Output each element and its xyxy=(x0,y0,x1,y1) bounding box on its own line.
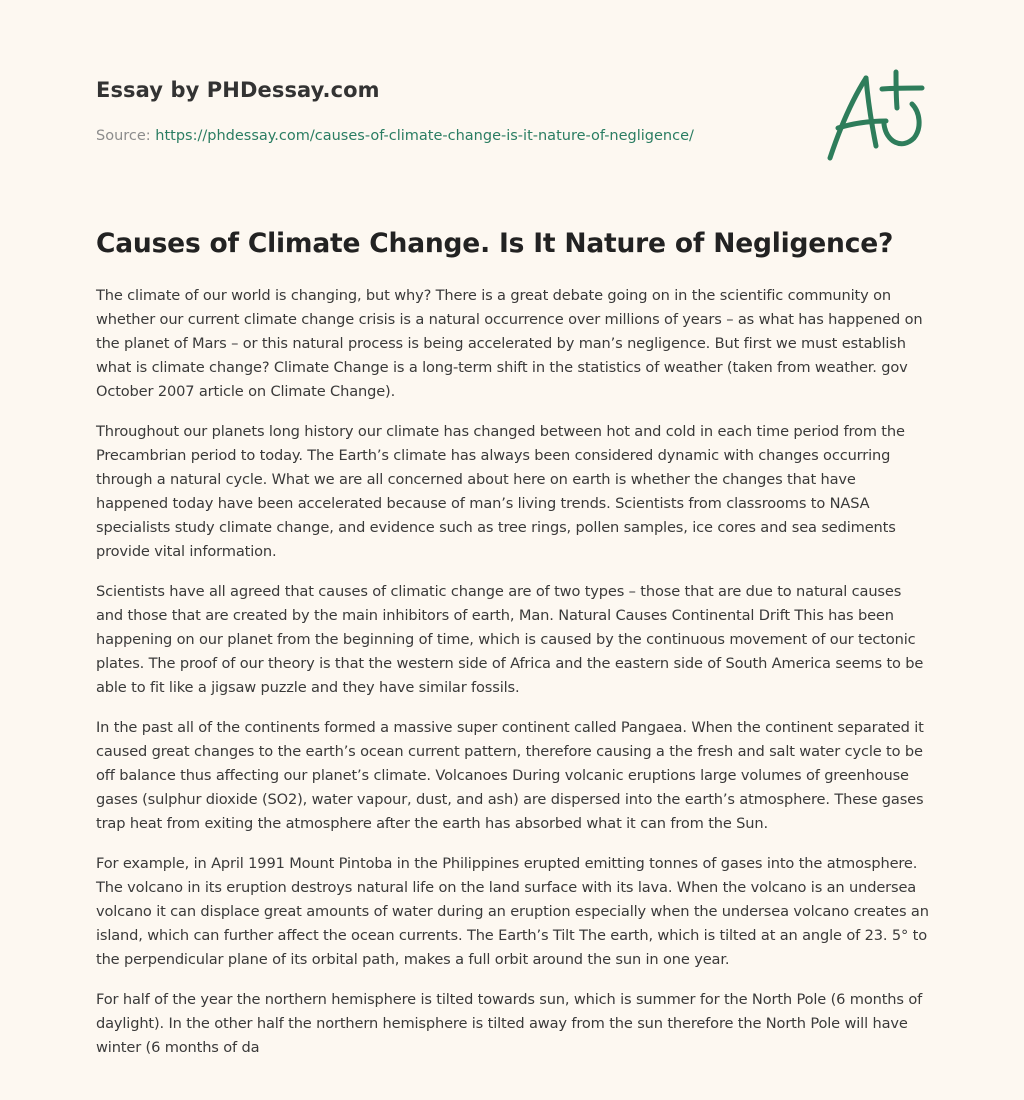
a-plus-logo-icon xyxy=(822,66,932,166)
source-link[interactable]: https://phdessay.com/causes-of-climate-change-is-it-nature-of-negligence/ xyxy=(155,128,694,144)
page-header xyxy=(96,76,856,146)
essay-paragraph: Throughout our planets long history our climate has changed between hot and cold in each time period from the Precambrian period to today. The Earth’s climate has always been considered dynamic with changes occurring through a natural cycle. What we are all concerned about here on earth is whether the changes that have happened today have been accelerated because of man’s living trends. Scientists from classrooms to NASA specialists study climate change, and evidence such as tree rings, pollen samples, ice cores and sea sediments provide vital information. xyxy=(96,423,905,560)
essay-body xyxy=(96,284,932,1076)
source-label: Source: xyxy=(96,128,156,144)
essay-paragraph: Scientists have all agreed that causes of climatic change are of two types – those that are due to natural causes and those that are created by the main inhibitors of earth, Man. Natural Causes Continental Drift This has been happening on our planet from the beginning of time, which is caused by the continuous movement of our tectonic plates. The proof of our theory is that the western side of Africa and the eastern side of South America seems to be able to fit like a jigsaw puzzle and they have similar fossils. xyxy=(96,583,924,696)
essay-paragraph: The climate of our world is changing, but why? There is a great debate going on in the scientific community on whether our current climate change crisis is a natural occurrence over millions of years – as what has happened on the planet of Mars – or this natural process is being accelerated by man’s negligence. But first we must establish what is climate change? Climate Change is a long-term shift in the statistics of weather (taken from weather. gov October 2007 article on Climate Change). xyxy=(96,287,923,400)
essay-paragraph: For half of the year the northern hemisphere is tilted towards sun, which is summer for the North Pole (6 months of daylight). In the other half the northern hemisphere is tilted away from the sun therefore the North Pole will have winter (6 months of da xyxy=(96,991,923,1056)
site-title: Essay by PHDessay.com xyxy=(96,78,380,102)
source-line xyxy=(96,126,856,146)
essay-title: Causes of Climate Change. Is It Nature of Negligence? xyxy=(96,228,894,259)
essay-paragraph: In the past all of the continents formed a massive super continent called Pangaea. When the continent separated it caused great changes to the earth’s ocean current pattern, therefore causing a the fresh and salt water cycle to be off balance thus affecting our planet’s climate. Volcanoes During volcanic eruptions large volumes of greenhouse gases (sulphur dioxide (SO2), water vapour, dust, and ash) are dispersed into the earth’s atmosphere. These gases trap heat from exiting the atmosphere after the earth has absorbed what it can from the Sun. xyxy=(96,719,924,832)
essay-paragraph: For example, in April 1991 Mount Pintoba in the Philippines erupted emitting tonnes of gases into the atmosphere. The volcano in its eruption destroys natural life on the land surface with its lava. When the volcano is an undersea volcano it can displace great amounts of water during an eruption especially when the undersea volcano creates an island, which can further affect the ocean currents. The Earth’s Tilt The earth, which is tilted at an angle of 23. 5° to the perpendicular plane of its orbital path, makes a full orbit around the sun in one year. xyxy=(96,855,929,968)
